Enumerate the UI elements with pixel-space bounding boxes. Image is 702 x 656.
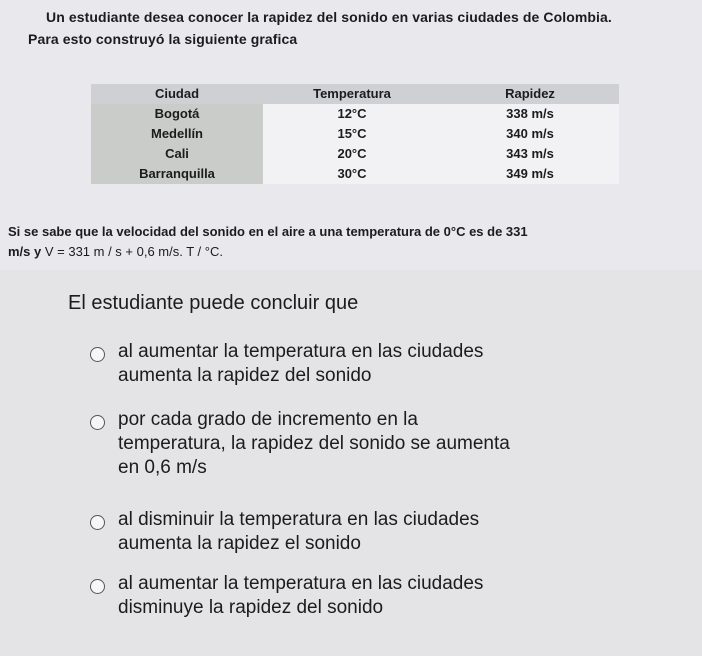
given-info-line-2: [8, 242, 688, 262]
radio-button[interactable]: [90, 579, 105, 594]
cell-city: Bogotá: [91, 104, 263, 124]
given-info: [8, 222, 688, 262]
cell-speed: 349 m/s: [441, 164, 619, 184]
option-line: en 0,6 m/s: [118, 457, 207, 478]
radio-button[interactable]: [90, 347, 105, 362]
speed-formula: V = 331 m / s + 0,6 m/s. T / °C.: [44, 244, 223, 259]
table-row: [91, 104, 619, 124]
option-line: aumenta la rapidez del sonido: [118, 365, 372, 386]
cell-city: Medellín: [91, 124, 263, 144]
table-row: [91, 164, 619, 184]
table-row: [91, 144, 619, 164]
radio-button[interactable]: [90, 415, 105, 430]
option-line: temperatura, la rapidez del sonido se aumenta: [118, 433, 510, 454]
option-line: disminuye la rapidez del sonido: [118, 597, 384, 618]
question-text: El estudiante puede concluir que: [68, 292, 359, 314]
cell-speed: 338 m/s: [441, 104, 619, 124]
cell-city: Cali: [91, 144, 263, 164]
option-line: al aumentar la temperatura en las ciudades: [118, 573, 484, 594]
cell-temperature: 20°C: [263, 144, 441, 164]
option-line: al disminuir la temperatura en las ciudades: [118, 509, 480, 530]
problem-statement: [0, 0, 702, 270]
answer-options: [90, 340, 670, 632]
option-line: por cada grado de incremento en la: [118, 409, 418, 430]
given-info-line-1: Si se sabe que la velocidad del sonido en el aire a una temperatura de 0°C es de 331: [8, 224, 528, 239]
radio-button[interactable]: [90, 515, 105, 530]
header-temperature: Temperatura: [263, 84, 441, 104]
answer-option-3[interactable]: [90, 508, 670, 568]
option-line: al aumentar la temperatura en las ciudades: [118, 341, 484, 362]
cell-temperature: 12°C: [263, 104, 441, 124]
answer-option-1[interactable]: [90, 340, 670, 400]
header-speed: Rapidez: [441, 84, 619, 104]
cell-city: Barranquilla: [91, 164, 263, 184]
answer-option-2[interactable]: [90, 408, 670, 502]
answer-option-4[interactable]: [90, 572, 670, 632]
cell-speed: 343 m/s: [441, 144, 619, 164]
option-line: aumenta la rapidez el sonido: [118, 533, 361, 554]
table-row: [91, 124, 619, 144]
header-city: Ciudad: [91, 84, 263, 104]
intro-line-1: Un estudiante desea conocer la rapidez del sonido en varias ciudades de Colombia.: [46, 9, 612, 25]
table-header-row: [91, 84, 619, 104]
speed-table: [91, 84, 619, 184]
intro-line-2: Para esto construyó la siguiente grafica: [28, 31, 298, 47]
intro-text: [28, 6, 693, 50]
given-info-prefix: m/s y: [8, 244, 45, 259]
cell-temperature: 30°C: [263, 164, 441, 184]
cell-temperature: 15°C: [263, 124, 441, 144]
cell-speed: 340 m/s: [441, 124, 619, 144]
